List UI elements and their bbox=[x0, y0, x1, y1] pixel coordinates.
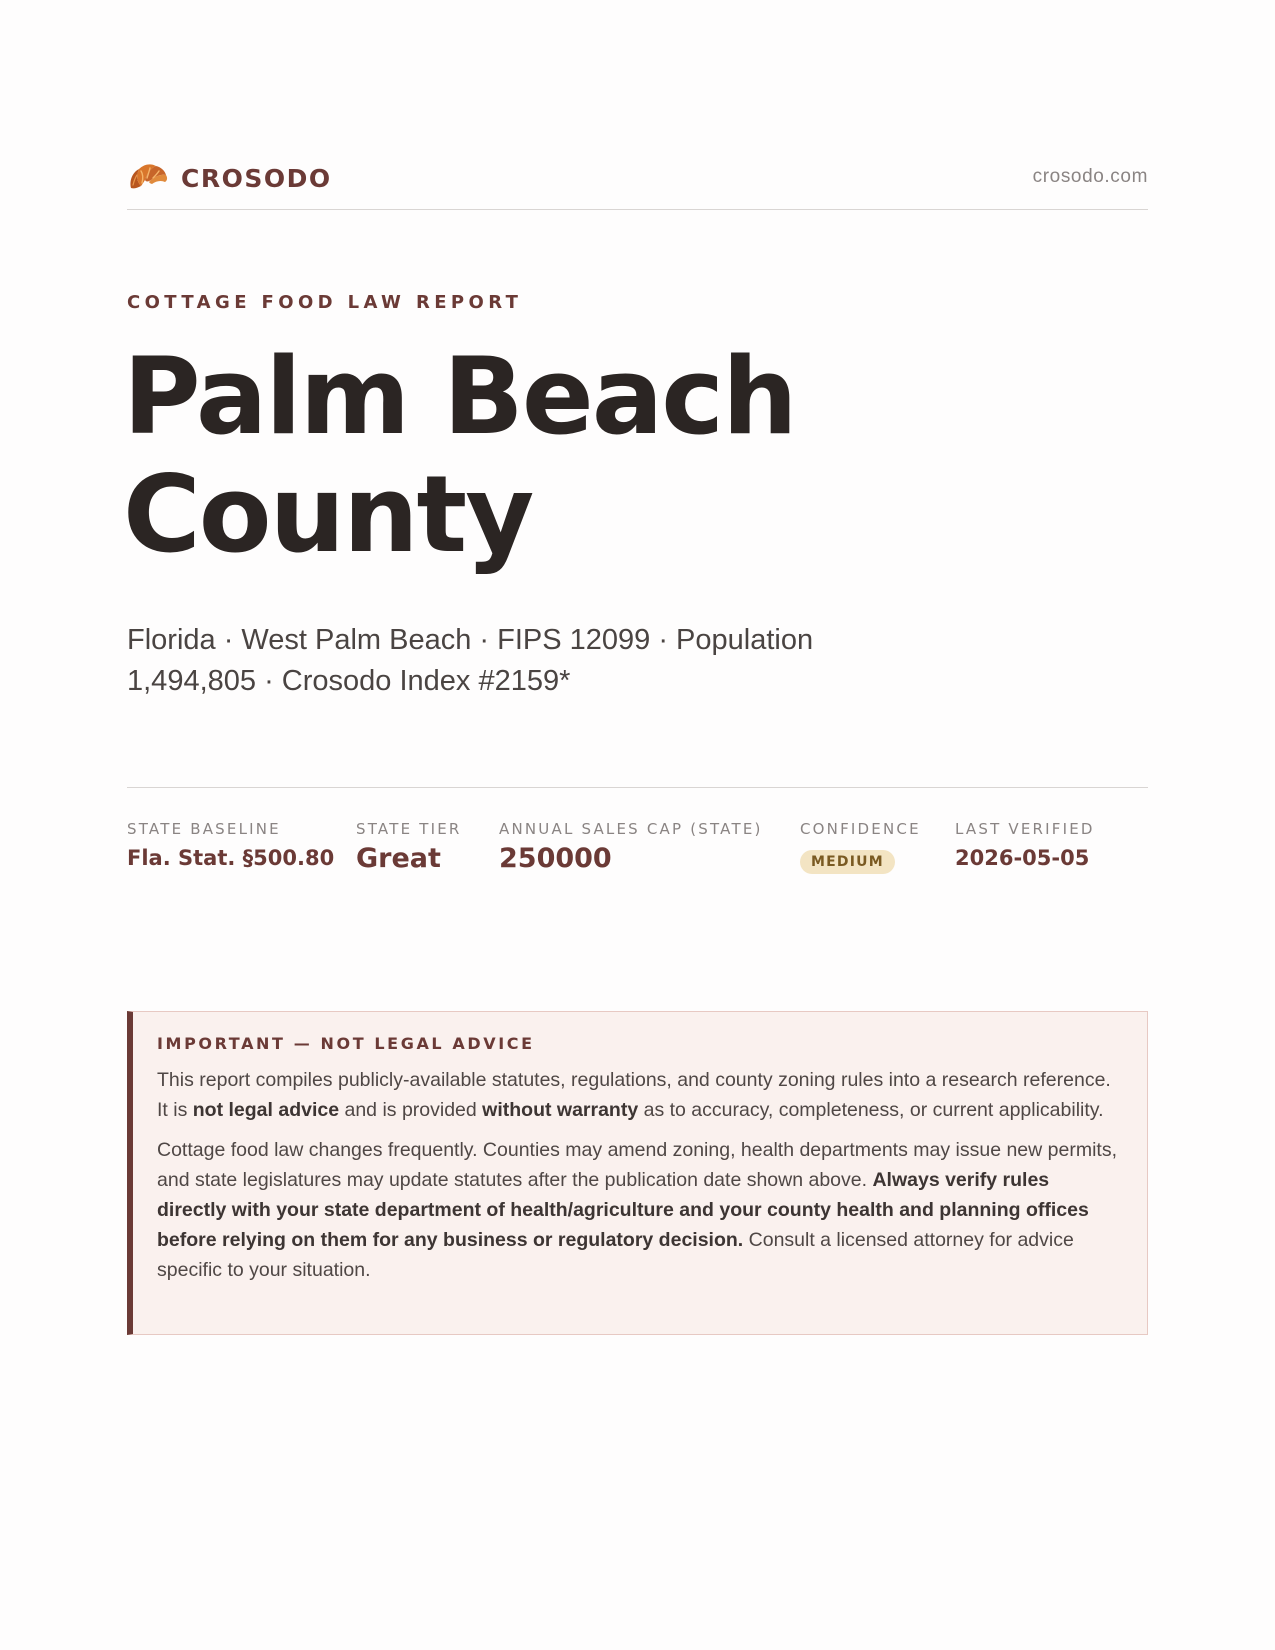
meta-value: 250000 bbox=[499, 843, 612, 874]
meta-value: Fla. Stat. §500.80 bbox=[127, 846, 335, 870]
page-header bbox=[127, 158, 1148, 210]
meta-label: STATE BASELINE bbox=[127, 820, 281, 838]
brand-name: CROSODO bbox=[181, 163, 332, 193]
emphasis-text: Always verify rules directly with your state department of health/agriculture and your county health and planning offices before relying on them for any business or regulatory decision. bbox=[157, 1169, 1089, 1251]
legal-disclaimer bbox=[127, 1011, 1148, 1335]
page-title bbox=[123, 335, 1023, 576]
emphasis-text: not legal advice bbox=[192, 1099, 340, 1121]
text-run: as to accuracy, completeness, or current applicability. bbox=[638, 1099, 1104, 1121]
meta-label: CONFIDENCE bbox=[800, 820, 921, 838]
brand bbox=[127, 158, 332, 198]
report-page bbox=[123, 0, 1148, 1650]
meta-label: ANNUAL SALES CAP (STATE) bbox=[499, 820, 763, 838]
disclaimer-title: IMPORTANT — NOT LEGAL ADVICE bbox=[157, 1034, 535, 1053]
title-line-1: Palm Beach bbox=[123, 335, 796, 458]
meta-last-verified bbox=[955, 820, 1095, 870]
county-subtitle: Florida · West Palm Beach · FIPS 12099 · Population 1,494,805 · Crosodo Index #2159* bbox=[127, 624, 814, 697]
site-url[interactable]: crosodo.com bbox=[1032, 166, 1148, 187]
meta-value: Great bbox=[356, 843, 441, 874]
disclaimer-paragraph-1 bbox=[157, 1065, 1123, 1125]
text-run: and is provided bbox=[339, 1099, 483, 1121]
meta-label: LAST VERIFIED bbox=[955, 820, 1095, 838]
meta-value: 2026-05-05 bbox=[955, 846, 1090, 870]
text-run: Consult a licensed attorney for advice specific to your situation. bbox=[157, 1229, 1074, 1281]
meta-state-baseline bbox=[127, 820, 334, 870]
text-run: This report compiles publicly-available statutes, regulations, and county zoning rules into a research reference. It is bbox=[157, 1069, 1111, 1121]
meta-confidence bbox=[800, 820, 921, 874]
confidence-badge: MEDIUM bbox=[800, 850, 895, 874]
title-line-2: County bbox=[123, 453, 533, 576]
emphasis-text: without warranty bbox=[482, 1099, 639, 1121]
disclaimer-paragraph-2 bbox=[157, 1135, 1123, 1285]
meta-state-tier bbox=[356, 820, 462, 874]
croissant-icon bbox=[127, 158, 169, 198]
meta-label: STATE TIER bbox=[356, 820, 462, 838]
report-eyebrow: COTTAGE FOOD LAW REPORT bbox=[127, 292, 523, 313]
meta-row bbox=[127, 787, 1148, 897]
meta-annual-sales-cap bbox=[499, 820, 763, 874]
text-run: Cottage food law changes frequently. Counties may amend zoning, health departments may issue new permits, and state legislatures may update statutes after the publication date shown above. bbox=[157, 1139, 1117, 1191]
